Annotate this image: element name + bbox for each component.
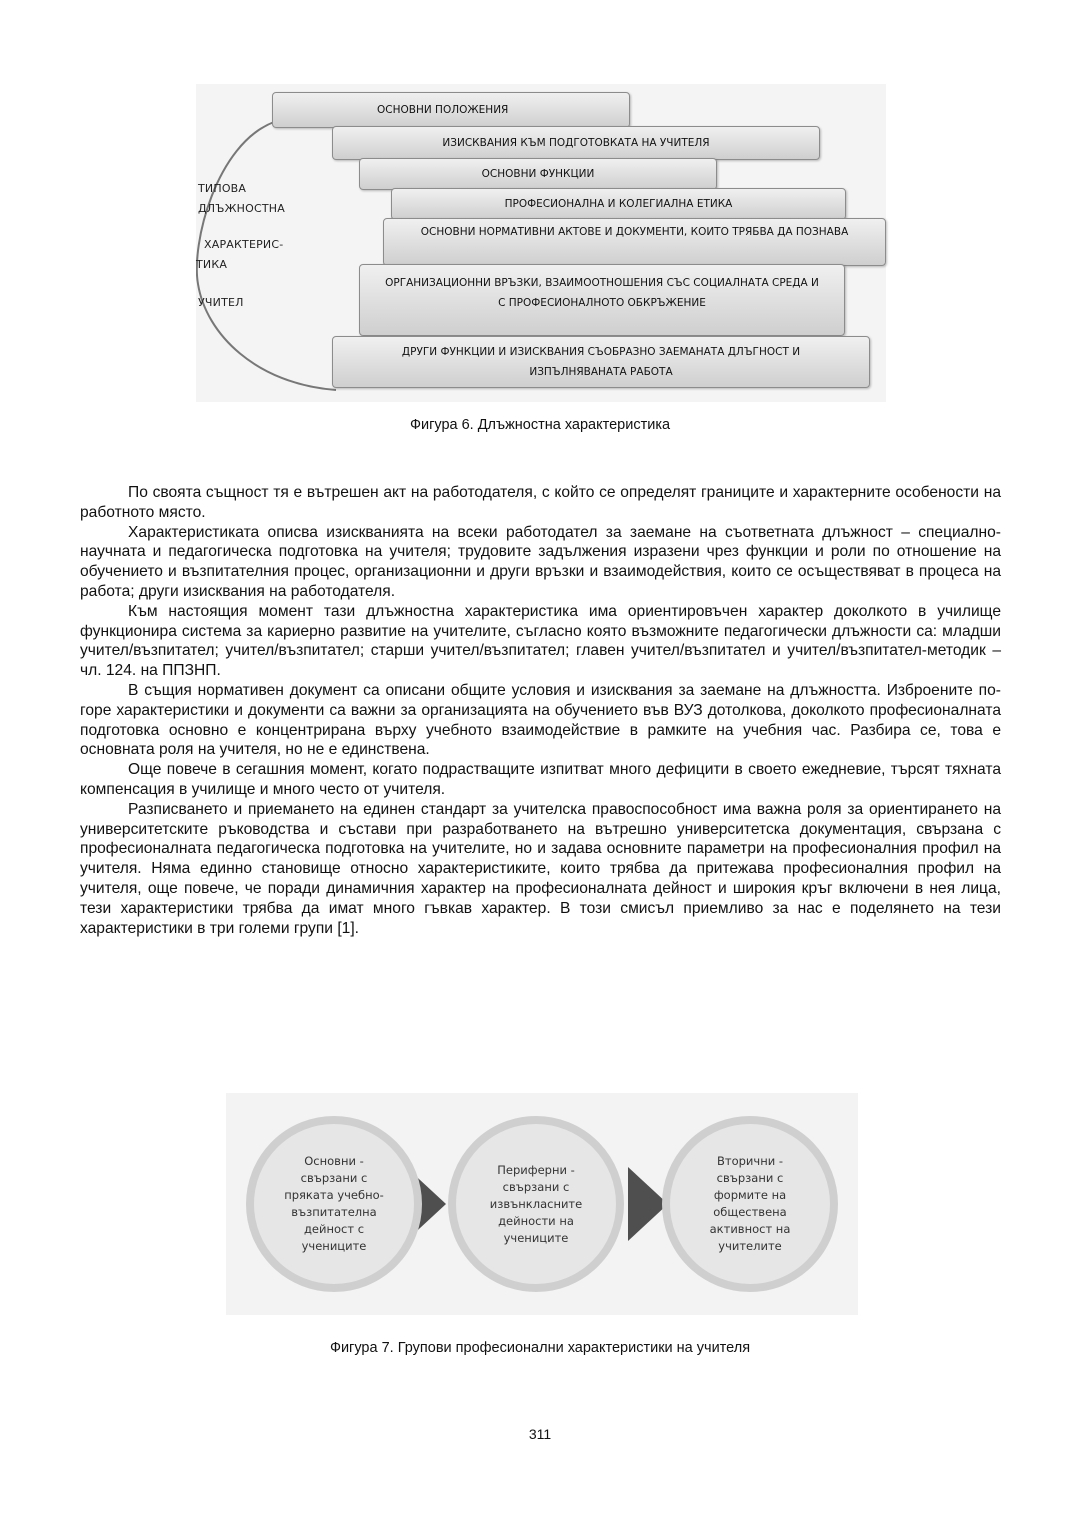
paragraph-2: Характеристиката описва изискванията на всеки работодател за заемане на съответната длъжност – специално-научната и педагогическа подготовка на учителя; трудовите задължения изразени чрез функции и роли по отношение на обучението и възпитателния процес, организационни и други връзки и взаимодействия, които се осъществяват в процеса на работа; други изисквания на работодателя. <box>80 523 1001 600</box>
side-label-line-5: УЧИТЕЛ <box>198 296 244 309</box>
figure-7 <box>226 1093 858 1315</box>
paragraph-4: В същия нормативен документ са описани общите условия и изисквания за заемане на длъжността. Изброените по-горе характеристики и документи са важни за организацията на обучението във ВУЗ дотолкова, доколкото професионалната подготовка основно е концентрирана върху учебното взаимодействие в рамките на учебния час. Разбира се, това е основната роля на учителя, но не е единствена. <box>80 681 1001 759</box>
circle-peripheral <box>448 1116 624 1292</box>
circle-primary <box>246 1116 422 1292</box>
page-number: 311 <box>528 1426 552 1442</box>
fig6-box-2: ИЗИСКВАНИЯ КЪМ ПОДГОТОВКАТА НА УЧИТЕЛЯ <box>332 126 820 160</box>
figure-7-caption: Фигура 7. Групови професионални характеристики на учителя <box>329 1340 751 1356</box>
side-label-line-4: ТИКА <box>196 258 228 271</box>
fig6-box-5: ОСНОВНИ НОРМАТИВНИ АКТОВЕ И ДОКУМЕНТИ, КОИТО ТРЯБВА ДА ПОЗНАВА <box>383 218 886 266</box>
figure-6-caption: Фигура 6. Длъжностна характеристика <box>409 417 671 433</box>
circle-peripheral-text: Периферни - свързани с извънкласните дейности на учениците <box>489 1162 583 1245</box>
fig6-box-4: ПРОФЕСИОНАЛНА И КОЛЕГИАЛНА ЕТИКА <box>391 188 846 220</box>
paragraph-1: По своята същност тя е вътрешен акт на работодателя, с който се определят границите и характерните особености на работното място. <box>80 484 1001 521</box>
body-text <box>80 483 1001 938</box>
fig6-box-1: ОСНОВНИ ПОЛОЖЕНИЯ <box>272 92 630 128</box>
fig6-box-3: ОСНОВНИ ФУНКЦИИ <box>359 158 717 190</box>
circle-secondary <box>662 1116 838 1292</box>
paragraph-5: Още повече в сегашния момент, когато подрастващите изпитват много дефицити в своето ежедневие, търсят тяхната компенсация в училище и много често от учителя. <box>80 761 1001 798</box>
circle-primary-text: Основни - свързани с пряката учебно- възпитателна дейност с учениците <box>284 1154 384 1253</box>
side-label-line-3: ХАРАКТЕРИС- <box>204 238 284 251</box>
fig6-box-6: ОРГАНИЗАЦИОННИ ВРЪЗКИ, ВЗАИМООТНОШЕНИЯ СЪС СОЦИАЛНАТА СРЕДА И С ПРОФЕСИОНАЛНОТО ОБКРЪЖЕНИЕ <box>359 264 845 336</box>
paragraph-3: Към настоящия момент тази длъжностна характеристика има ориентировъчен характер доколкото в училище функционира система за кариерно развитие на учителите, съгласно която възможните педагогически длъжности са: младши учител/възпитател; учител/възпитател; старши учител/възпитател; главен учител/възпитател и учител/възпитател-методик – чл. 124. на ППЗНП. <box>80 602 1001 680</box>
side-label-line-2: ДЛЪЖНОСТНА <box>198 202 285 215</box>
circle-secondary-text: Вторични - свързани с формите на обществена активност на учителите <box>709 1154 791 1253</box>
paragraph-6: Разписването и приемането на единен стандарт за учителска правоспособност има важна роля за ориентирането на университетските ръководства и състави при разработването на вътрешно университетска документация, свързана с професионалната педагогическа подготовка на учителите, но и задава основните параметри на професионалния профил на учителя. Няма единно становище относно характеристиките, които трябва да притежава професионалния профил на учителя, още повече, че поради динамичния характер на професионалната дейност и широкия кръг включени в нея лица, тези характеристики трябва да имат много гъвкав характер. В този смисъл приемливо за нас е поделянето на тези характеристики в три големи групи [1]. <box>80 800 1001 937</box>
figure-6 <box>196 84 886 402</box>
side-label-line-1: ТИПОВА <box>198 182 247 195</box>
fig6-box-7: ДРУГИ ФУНКЦИИ И ИЗИСКВАНИЯ СЪОБРАЗНО ЗАЕМАНАТА ДЛЪГНОСТ И ИЗПЪЛНЯВАНАТА РАБОТА <box>332 336 870 388</box>
